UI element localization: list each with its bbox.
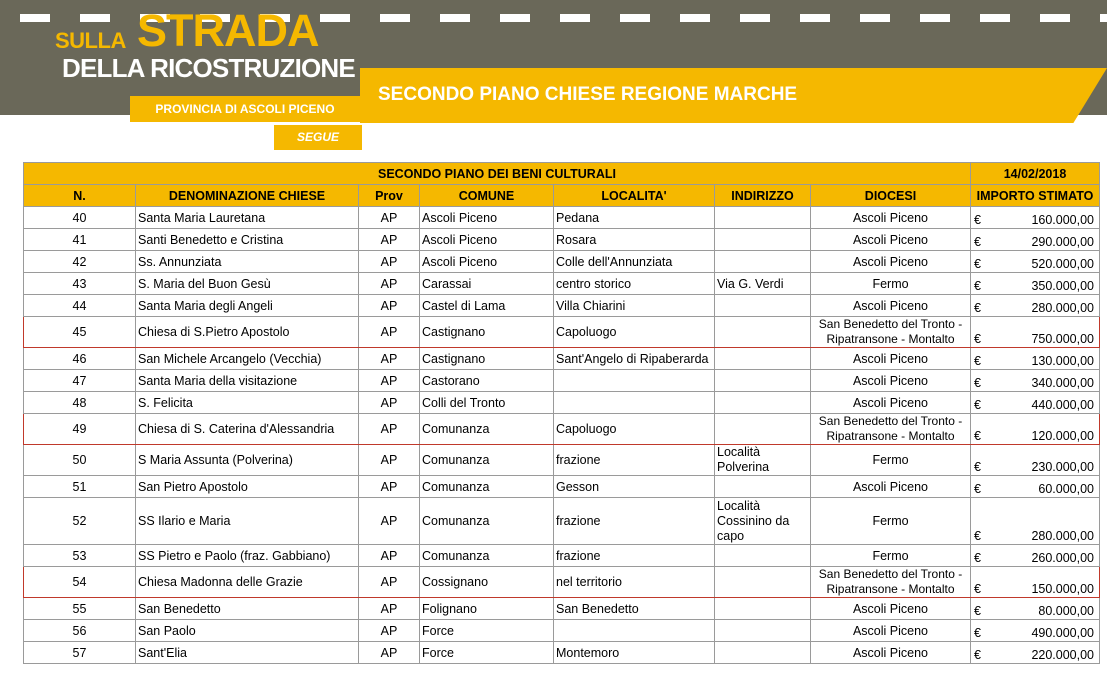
road-dash [680,14,710,22]
cell-indirizzo [715,620,811,642]
col-header-indirizzo: INDIRIZZO [715,185,811,207]
cell-indirizzo [715,392,811,414]
cell-importo [971,476,1100,498]
table-row [24,392,1100,414]
cell-denominazione: Santa Maria Lauretana [136,207,359,229]
cell-diocesi: Fermo [811,273,971,295]
road-dash [740,14,770,22]
col-header-diocesi: DIOCESI [811,185,971,207]
cell-localita: Rosara [554,229,715,251]
cell-comune: Colli del Tronto [420,392,554,414]
cell-diocesi: San Benedetto del Tronto - Ripatransone - Montalto [811,414,971,445]
cell-indirizzo [715,251,811,273]
logo-strada: STRADA [137,5,319,56]
cell-indirizzo [715,370,811,392]
cell-n: 49 [24,414,136,445]
cell-importo [971,545,1100,567]
cell-diocesi: Ascoli Piceno [811,229,971,251]
cell-prov: AP [359,317,420,348]
cell-n: 55 [24,598,136,620]
importo-value: 280.000,00 [1031,301,1094,315]
cell-diocesi: Ascoli Piceno [811,620,971,642]
table-row [24,598,1100,620]
cell-importo [971,598,1100,620]
cell-localita: Capoluogo [554,414,715,445]
road-dash [440,14,470,22]
cell-denominazione: San Paolo [136,620,359,642]
cell-prov: AP [359,348,420,370]
cell-indirizzo: Località Cossinino da capo [715,498,811,545]
cell-n: 43 [24,273,136,295]
province-label: PROVINCIA DI ASCOLI PICENO [155,102,335,116]
cell-localita [554,370,715,392]
currency-symbol: € [974,582,981,596]
table-caption: SECONDO PIANO DEI BENI CULTURALI [24,163,971,185]
cell-importo [971,251,1100,273]
cell-importo [971,498,1100,545]
cell-indirizzo [715,476,811,498]
cell-denominazione: S. Maria del Buon Gesù [136,273,359,295]
segue-label: SEGUE [296,130,339,144]
cell-denominazione: S Maria Assunta (Polverina) [136,445,359,476]
road-dash [80,14,110,22]
table-row [24,476,1100,498]
cell-n: 52 [24,498,136,545]
cell-n: 41 [24,229,136,251]
cell-diocesi: Ascoli Piceno [811,598,971,620]
cell-indirizzo [715,642,811,664]
cell-localita: Gesson [554,476,715,498]
churches-table [23,162,1100,664]
currency-symbol: € [974,604,981,618]
cell-prov: AP [359,392,420,414]
cell-importo [971,273,1100,295]
cell-denominazione: SS Ilario e Maria [136,498,359,545]
cell-prov: AP [359,414,420,445]
cell-diocesi: Ascoli Piceno [811,392,971,414]
cell-comune: Ascoli Piceno [420,207,554,229]
cell-indirizzo [715,545,811,567]
cell-prov: AP [359,295,420,317]
cell-indirizzo: Via G. Verdi [715,273,811,295]
col-header-n: N. [24,185,136,207]
cell-diocesi: Ascoli Piceno [811,476,971,498]
road-dash [1040,14,1070,22]
road-dash [1100,14,1107,22]
logo-line2: DELLA RICOSTRUZIONE [62,53,355,83]
table-date: 14/02/2018 [971,163,1100,185]
importo-value: 230.000,00 [1031,460,1094,474]
cell-prov: AP [359,273,420,295]
cell-denominazione: Ss. Annunziata [136,251,359,273]
cell-prov: AP [359,598,420,620]
cell-localita: Montemoro [554,642,715,664]
road-dash [560,14,590,22]
cell-n: 40 [24,207,136,229]
cell-prov: AP [359,229,420,251]
cell-comune: Comunanza [420,476,554,498]
cell-localita: centro storico [554,273,715,295]
cell-denominazione: San Pietro Apostolo [136,476,359,498]
table-body [24,207,1100,664]
cell-diocesi: Ascoli Piceno [811,295,971,317]
col-header-comune: COMUNE [420,185,554,207]
cell-indirizzo [715,295,811,317]
cell-n: 42 [24,251,136,273]
cell-importo [971,392,1100,414]
importo-value: 520.000,00 [1031,257,1094,271]
cell-denominazione: San Michele Arcangelo (Vecchia) [136,348,359,370]
table-row [24,317,1100,348]
cell-indirizzo [715,207,811,229]
cell-denominazione: Chiesa di S. Caterina d'Alessandria [136,414,359,445]
cell-localita: frazione [554,545,715,567]
table-row [24,498,1100,545]
currency-symbol: € [974,332,981,346]
road-dash [380,14,410,22]
currency-symbol: € [974,429,981,443]
cell-comune: Castignano [420,348,554,370]
table-row [24,370,1100,392]
cell-comune: Comunanza [420,545,554,567]
cell-n: 57 [24,642,136,664]
cell-importo [971,567,1100,598]
cell-comune: Carassai [420,273,554,295]
cell-diocesi: Ascoli Piceno [811,251,971,273]
table-header-row [24,185,1100,207]
currency-symbol: € [974,235,981,249]
table-row [24,295,1100,317]
cell-importo [971,348,1100,370]
cell-diocesi: Fermo [811,498,971,545]
importo-value: 60.000,00 [1038,482,1094,496]
table-row [24,207,1100,229]
cell-indirizzo [715,317,811,348]
cell-localita: frazione [554,498,715,545]
page-title: SECONDO PIANO CHIESE REGIONE MARCHE [378,84,798,105]
road-dash [320,14,350,22]
cell-prov: AP [359,370,420,392]
currency-symbol: € [974,301,981,315]
cell-comune: Force [420,620,554,642]
cell-denominazione: S. Felicita [136,392,359,414]
importo-value: 280.000,00 [1031,529,1094,543]
cell-importo [971,370,1100,392]
table-row [24,642,1100,664]
cell-localita [554,620,715,642]
currency-symbol: € [974,648,981,662]
cell-importo [971,445,1100,476]
table-row [24,445,1100,476]
cell-comune: Comunanza [420,498,554,545]
importo-value: 160.000,00 [1031,213,1094,227]
cell-denominazione: Sant'Elia [136,642,359,664]
currency-symbol: € [974,376,981,390]
importo-value: 350.000,00 [1031,279,1094,293]
cell-localita: nel territorio [554,567,715,598]
cell-localita: Villa Chiarini [554,295,715,317]
importo-value: 440.000,00 [1031,398,1094,412]
importo-value: 130.000,00 [1031,354,1094,368]
cell-indirizzo [715,348,811,370]
table-row [24,620,1100,642]
cell-prov: AP [359,498,420,545]
table-row [24,251,1100,273]
cell-diocesi: San Benedetto del Tronto - Ripatransone - Montalto [811,317,971,348]
cell-importo [971,642,1100,664]
importo-value: 490.000,00 [1031,626,1094,640]
cell-n: 50 [24,445,136,476]
cell-indirizzo [715,567,811,598]
cell-comune: Castignano [420,317,554,348]
currency-symbol: € [974,551,981,565]
cell-diocesi: Fermo [811,545,971,567]
road-dash [920,14,950,22]
cell-n: 56 [24,620,136,642]
cell-denominazione: Santi Benedetto e Cristina [136,229,359,251]
cell-importo [971,414,1100,445]
currency-symbol: € [974,354,981,368]
col-header-localita: LOCALITA' [554,185,715,207]
cell-localita [554,392,715,414]
cell-prov: AP [359,620,420,642]
cell-indirizzo [715,598,811,620]
col-header-denominazione: DENOMINAZIONE CHIESE [136,185,359,207]
cell-localita: Colle dell'Annunziata [554,251,715,273]
cell-prov: AP [359,642,420,664]
importo-value: 120.000,00 [1031,429,1094,443]
cell-diocesi: San Benedetto del Tronto - Ripatransone - Montalto [811,567,971,598]
cell-comune: Cossignano [420,567,554,598]
currency-symbol: € [974,213,981,227]
cell-prov: AP [359,567,420,598]
road-dash [500,14,530,22]
importo-value: 80.000,00 [1038,604,1094,618]
currency-symbol: € [974,257,981,271]
cell-n: 44 [24,295,136,317]
table-row [24,229,1100,251]
currency-symbol: € [974,279,981,293]
road-dash [980,14,1010,22]
cell-prov: AP [359,445,420,476]
cell-denominazione: San Benedetto [136,598,359,620]
cell-localita: Capoluogo [554,317,715,348]
logo-sulla: SULLA [55,28,126,53]
cell-comune: Comunanza [420,414,554,445]
cell-comune: Castel di Lama [420,295,554,317]
cell-importo [971,207,1100,229]
cell-diocesi: Ascoli Piceno [811,642,971,664]
col-header-importo: IMPORTO STIMATO [971,185,1100,207]
cell-localita: frazione [554,445,715,476]
cell-denominazione: Santa Maria degli Angeli [136,295,359,317]
currency-symbol: € [974,529,981,543]
cell-diocesi: Fermo [811,445,971,476]
importo-value: 220.000,00 [1031,648,1094,662]
cell-prov: AP [359,545,420,567]
cell-diocesi: Ascoli Piceno [811,207,971,229]
table-row [24,273,1100,295]
cell-denominazione: Santa Maria della visitazione [136,370,359,392]
cell-n: 45 [24,317,136,348]
cell-importo [971,620,1100,642]
cell-n: 46 [24,348,136,370]
road-dash [620,14,650,22]
cell-denominazione: SS Pietro e Paolo (fraz. Gabbiano) [136,545,359,567]
table-row [24,545,1100,567]
cell-localita: Sant'Angelo di Ripaberarda [554,348,715,370]
importo-value: 750.000,00 [1031,332,1094,346]
col-header-prov: Prov [359,185,420,207]
currency-symbol: € [974,626,981,640]
cell-denominazione: Chiesa di S.Pietro Apostolo [136,317,359,348]
cell-n: 51 [24,476,136,498]
road-dash [20,14,50,22]
cell-diocesi: Ascoli Piceno [811,370,971,392]
cell-prov: AP [359,476,420,498]
cell-comune: Comunanza [420,445,554,476]
cell-comune: Ascoli Piceno [420,229,554,251]
table-caption-row [24,163,1100,185]
currency-symbol: € [974,482,981,496]
road-dash [800,14,830,22]
cell-localita: San Benedetto [554,598,715,620]
cell-comune: Folignano [420,598,554,620]
cell-importo [971,317,1100,348]
road-dash [860,14,890,22]
cell-n: 48 [24,392,136,414]
cell-comune: Ascoli Piceno [420,251,554,273]
cell-comune: Force [420,642,554,664]
cell-denominazione: Chiesa Madonna delle Grazie [136,567,359,598]
currency-symbol: € [974,460,981,474]
cell-indirizzo [715,414,811,445]
cell-indirizzo: Località Polverina [715,445,811,476]
importo-value: 290.000,00 [1031,235,1094,249]
importo-value: 150.000,00 [1031,582,1094,596]
cell-prov: AP [359,251,420,273]
table-row [24,567,1100,598]
cell-prov: AP [359,207,420,229]
currency-symbol: € [974,398,981,412]
cell-n: 47 [24,370,136,392]
importo-value: 340.000,00 [1031,376,1094,390]
cell-n: 54 [24,567,136,598]
cell-comune: Castorano [420,370,554,392]
cell-indirizzo [715,229,811,251]
cell-importo [971,229,1100,251]
cell-localita: Pedana [554,207,715,229]
cell-diocesi: Ascoli Piceno [811,348,971,370]
cell-importo [971,295,1100,317]
table-row [24,414,1100,445]
importo-value: 260.000,00 [1031,551,1094,565]
cell-n: 53 [24,545,136,567]
table-row [24,348,1100,370]
